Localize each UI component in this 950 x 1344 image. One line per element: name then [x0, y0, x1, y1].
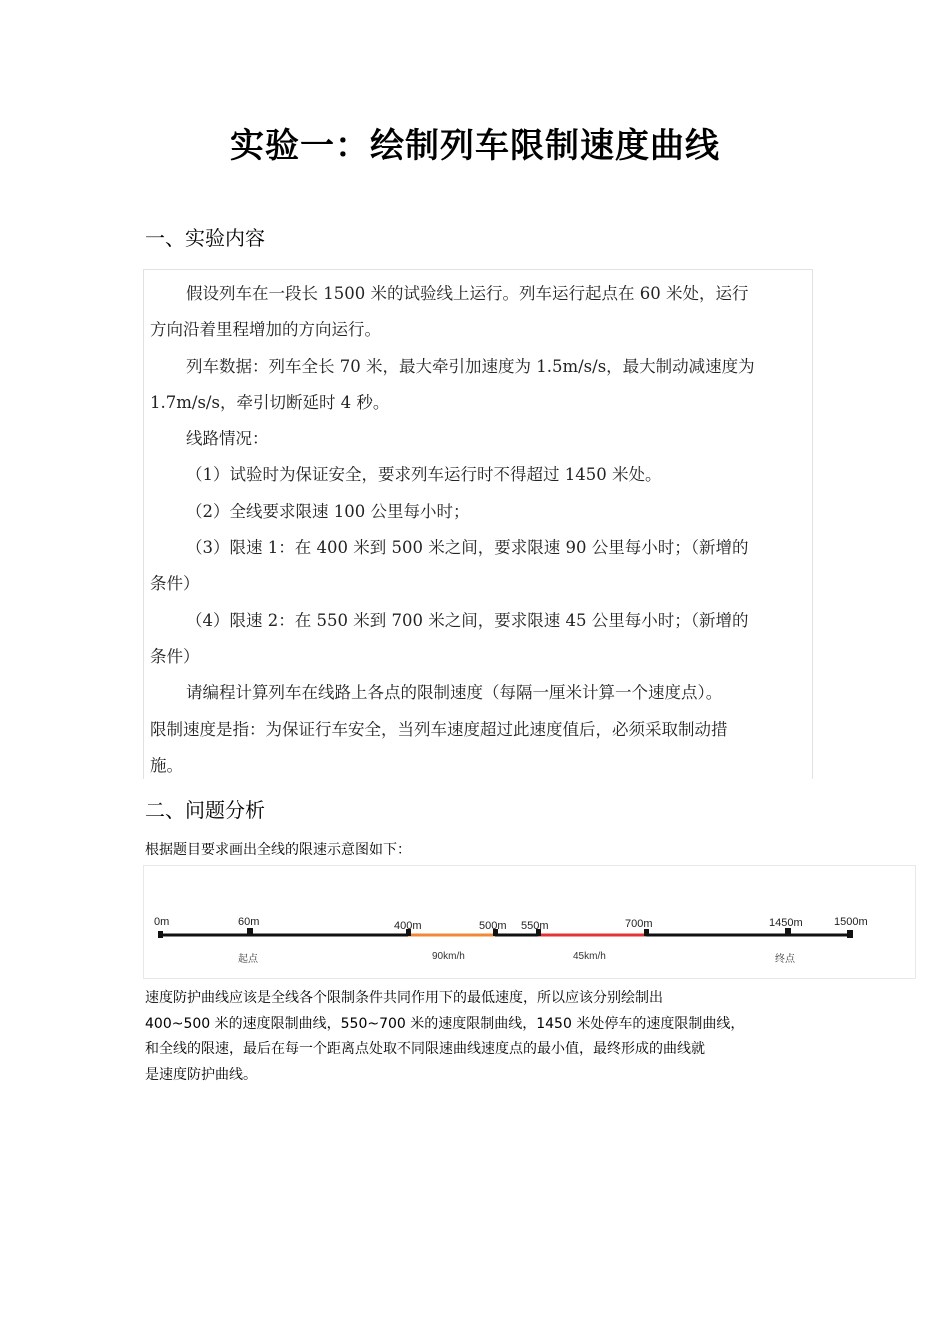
label-60m: 60m — [238, 916, 260, 928]
analysis-line-4: 是速度防护曲线。 — [145, 1066, 257, 1083]
content-p4a: 请编程计算列车在线路上各点的限制速度（每隔一厘米计算一个速度点）。 — [186, 683, 723, 703]
label-400m: 400m — [394, 920, 422, 932]
content-p2a: 列车数据：列车全长 70 米，最大牵引加速度为 1.5m/s/s，最大制动减速度为 — [186, 356, 755, 376]
section-heading-content: 一、实验内容 — [145, 226, 265, 250]
marker-1450m — [785, 928, 791, 936]
content-p2b: 1.7m/s/s，牵引切断延时 4 秒。 — [150, 392, 390, 412]
marker-0m — [158, 931, 163, 938]
label-500m: 500m — [479, 920, 507, 932]
marker-60m — [247, 928, 253, 936]
condition-4b: 条件） — [150, 646, 200, 666]
label-45kmh: 45km/h — [573, 951, 606, 962]
speed-limit-diagram — [143, 865, 916, 979]
label-550m: 550m — [521, 920, 549, 932]
analysis-line-3: 和全线的限速，最后在每一个距离点处取不同限速曲线速度点的最小值，最终形成的曲线就 — [145, 1041, 705, 1057]
diagram-intro: 根据题目要求画出全线的限速示意图如下： — [145, 842, 411, 858]
condition-4a: （4）限速 2：在 550 米到 700 米之间，要求限速 45 公里每小时；（新增的 — [186, 610, 749, 630]
content-p1b: 方向沿着里程增加的方向运行。 — [150, 320, 381, 340]
speed-limit-svg — [144, 866, 915, 978]
label-end: 终点 — [775, 954, 795, 965]
experiment-content-box — [143, 269, 813, 779]
condition-1: （1）试验时为保证安全，要求列车运行时不得超过 1450 米处。 — [186, 465, 662, 485]
analysis-line-1: 速度防护曲线应该是全线各个限制条件共同作用下的最低速度，所以应该分别绘制出 — [145, 990, 663, 1006]
section-heading-analysis: 二、问题分析 — [145, 798, 265, 822]
label-700m: 700m — [625, 918, 653, 930]
label-1500m: 1500m — [834, 916, 868, 928]
document-title: 实验一：绘制列车限制速度曲线 — [230, 126, 720, 166]
content-p3: 线路情况： — [186, 429, 269, 449]
analysis-line-2: 400~500 米的速度限制曲线，550~700 米的速度限制曲线，1450 米处停车的速度限制曲线， — [145, 1015, 745, 1032]
content-p4b: 限制速度是指：为保证行车安全，当列车速度超过此速度值后，必须采取制动措 — [150, 719, 728, 739]
label-90kmh: 90km/h — [432, 951, 465, 962]
condition-2: （2）全线要求限速 100 公里每小时； — [186, 501, 470, 521]
marker-700m — [644, 929, 649, 936]
content-p1a: 假设列车在一段长 1500 米的试验线上运行。列车运行起点在 60 米处，运行 — [186, 284, 749, 303]
label-0m: 0m — [154, 916, 170, 928]
content-p4c: 施。 — [150, 755, 183, 775]
analysis-paragraph — [145, 986, 815, 1088]
label-start: 起点 — [238, 954, 258, 965]
condition-3a: （3）限速 1：在 400 米到 500 米之间，要求限速 90 公里每小时；（新增的 — [186, 538, 749, 558]
marker-1500m — [847, 930, 853, 938]
label-1450m: 1450m — [769, 917, 803, 929]
condition-3b: 条件） — [150, 574, 200, 594]
